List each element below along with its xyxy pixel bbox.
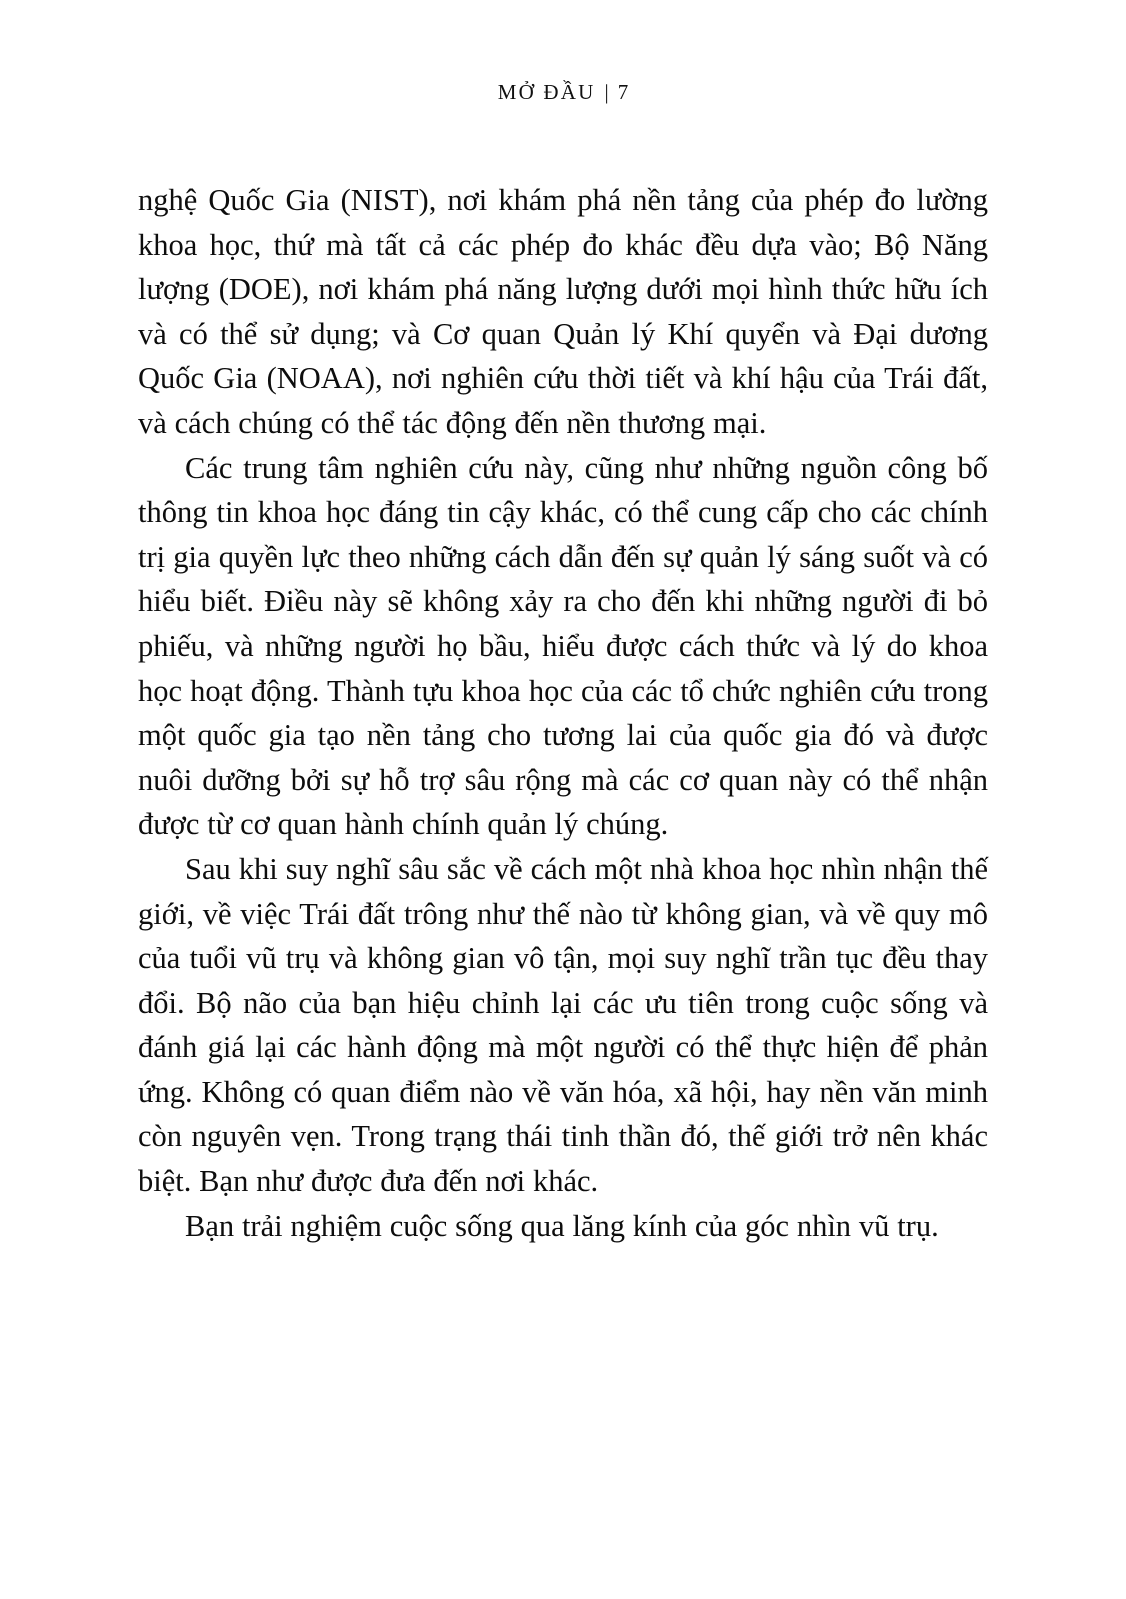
running-header bbox=[0, 80, 1126, 105]
paragraph-2: Các trung tâm nghiên cứu này, cũng như những nguồn công bố thông tin khoa học đáng tin cậy khác, có thể cung cấp cho các chính trị gia quyền lực theo những cách dẫn đến sự quản lý sáng suốt và có hiểu biết. Điều này sẽ không xảy ra cho đến khi những người đi bỏ phiếu, và những người họ bầu, hiểu được cách thức và lý do khoa học hoạt động. Thành tựu khoa học của các tổ chức nghiên cứu trong một quốc gia tạo nền tảng cho tương lai của quốc gia đó và được nuôi dưỡng bởi sự hỗ trợ sâu rộng mà các cơ quan này có thể nhận được từ cơ quan hành chính quản lý chúng. bbox=[138, 450, 988, 842]
paragraph-1: nghệ Quốc Gia (NIST), nơi khám phá nền tảng của phép đo lường khoa học, thứ mà tất cả các phép đo khác đều dựa vào; Bộ Năng lượng (DOE), nơi khám phá năng lượng dưới mọi hình thức hữu ích và có thể sử dụng; và Cơ quan Quản lý Khí quyển và Đại dương Quốc Gia (NOAA), nơi nghiên cứu thời tiết và khí hậu của Trái đất, và cách chúng có thể tác động đến nền thương mại. bbox=[138, 183, 988, 440]
body-text-block bbox=[138, 178, 988, 1248]
paragraph-4: Bạn trải nghiệm cuộc sống qua lăng kính của góc nhìn vũ trụ. bbox=[185, 1208, 939, 1243]
header-separator: | bbox=[604, 80, 609, 104]
header-chapter-title: MỞ ĐẦU bbox=[497, 80, 596, 104]
paragraph-3: Sau khi suy nghĩ sâu sắc về cách một nhà khoa học nhìn nhận thế giới, về việc Trái đất trông như thế nào từ không gian, và về quy mô của tuổi vũ trụ và không gian vô tận, mọi suy nghĩ trần tục đều thay đổi. Bộ não của bạn hiệu chỉnh lại các ưu tiên trong cuộc sống và đánh giá lại các hành động mà một người có thể thực hiện để phản ứng. Không có quan điểm nào về văn hóa, xã hội, hay nền văn minh còn nguyên vẹn. Trong trạng thái tinh thần đó, thế giới trở nên khác biệt. Bạn như được đưa đến nơi khác. bbox=[138, 851, 988, 1199]
header-page-number: 7 bbox=[617, 80, 629, 104]
